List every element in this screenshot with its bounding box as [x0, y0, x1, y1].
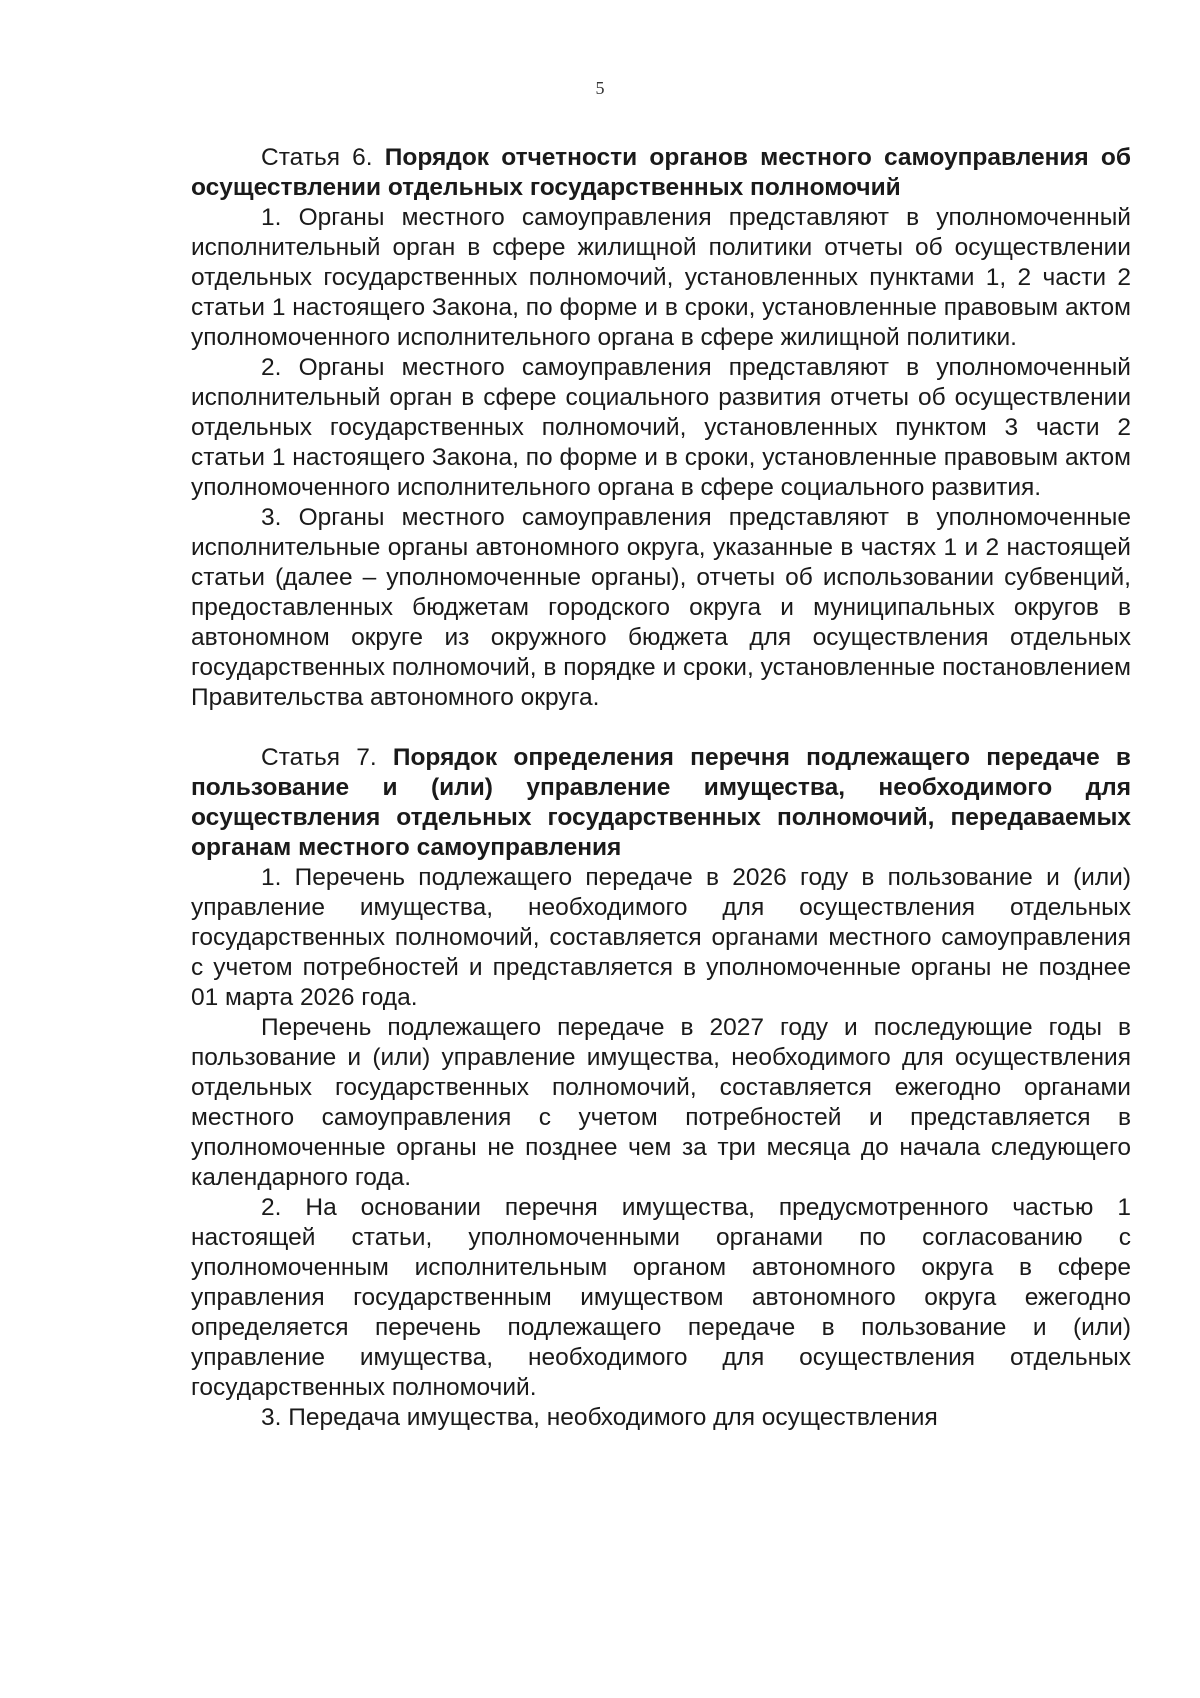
article-spacer — [191, 713, 1131, 743]
article-7-heading — [191, 743, 1131, 863]
article-7 — [191, 743, 1131, 1433]
article-6-heading — [191, 143, 1131, 203]
page-number: 5 — [595, 78, 605, 98]
article-6-label: Статья 6. — [261, 144, 385, 171]
article-7-title: Порядок определения перечня подлежащего передаче в пользование и (или) управление имущества, необходимого для осуществления отдельных государственных полномочий, передаваемых органам местного самоуправления — [191, 744, 1131, 861]
article-7-paragraph-2: Перечень подлежащего передаче в 2027 году и последующие годы в пользование и (или) управление имущества, необходимого для осуществления отдельных государственных полномочий, составляется ежегодно органами местного самоуправления с учетом потребностей и представляется в уполномоченные органы не позднее чем за три месяца до начала следующего календарного года. — [191, 1014, 1131, 1191]
article-6-paragraph-1: 1. Органы местного самоуправления представляют в уполномоченный исполнительный орган в сфере жилищной политики отчеты об осуществлении отдельных государственных полномочий, установленных пунктами 1, 2 части 2 статьи 1 настоящего Закона, по форме и в сроки, установленные правовым актом уполномоченного исполнительного органа в сфере жилищной политики. — [191, 204, 1131, 351]
article-6-paragraph-2: 2. Органы местного самоуправления представляют в уполномоченный исполнительный орган в сфере социального развития отчеты об осуществлении отдельных государственных полномочий, установленных пунктом 3 части 2 статьи 1 настоящего Закона, по форме и в сроки, установленные правовым актом уполномоченного исполнительного органа в сфере социального развития. — [191, 354, 1131, 501]
document-body — [191, 143, 1131, 1433]
article-6-paragraph-3: 3. Органы местного самоуправления представляют в уполномоченные исполнительные органы автономного округа, указанные в частях 1 и 2 настоящей статьи (далее – уполномоченные органы), отчеты об использовании субвенций, предоставленных бюджетам городского округа и муниципальных округов в автономном округе из окружного бюджета для осуществления отдельных государственных полномочий, в порядке и сроки, установленные постановлением Правительства автономного округа. — [191, 504, 1131, 711]
article-6-title: Порядок отчетности органов местного самоуправления об осуществлении отдельных государственных полномочий — [191, 144, 1131, 201]
article-7-label: Статья 7. — [261, 744, 393, 771]
article-7-paragraph-3: 2. На основании перечня имущества, предусмотренного частью 1 настоящей статьи, уполномоченными органами по согласованию с уполномоченным исполнительным органом автономного округа в сфере управления государственным имуществом автономного округа ежегодно определяется перечень подлежащего передаче в пользование и (или) управление имущества, необходимого для осуществления отдельных государственных полномочий. — [191, 1194, 1131, 1401]
article-7-paragraph-4: 3. Передача имущества, необходимого для осуществления — [261, 1404, 938, 1431]
article-6 — [191, 143, 1131, 713]
article-7-paragraph-1: 1. Перечень подлежащего передаче в 2026 году в пользование и (или) управление имущества, необходимого для осуществления отдельных государственных полномочий, составляется органами местного самоуправления с учетом потребностей и представляется в уполномоченные органы не позднее 01 марта 2026 года. — [191, 864, 1131, 1011]
